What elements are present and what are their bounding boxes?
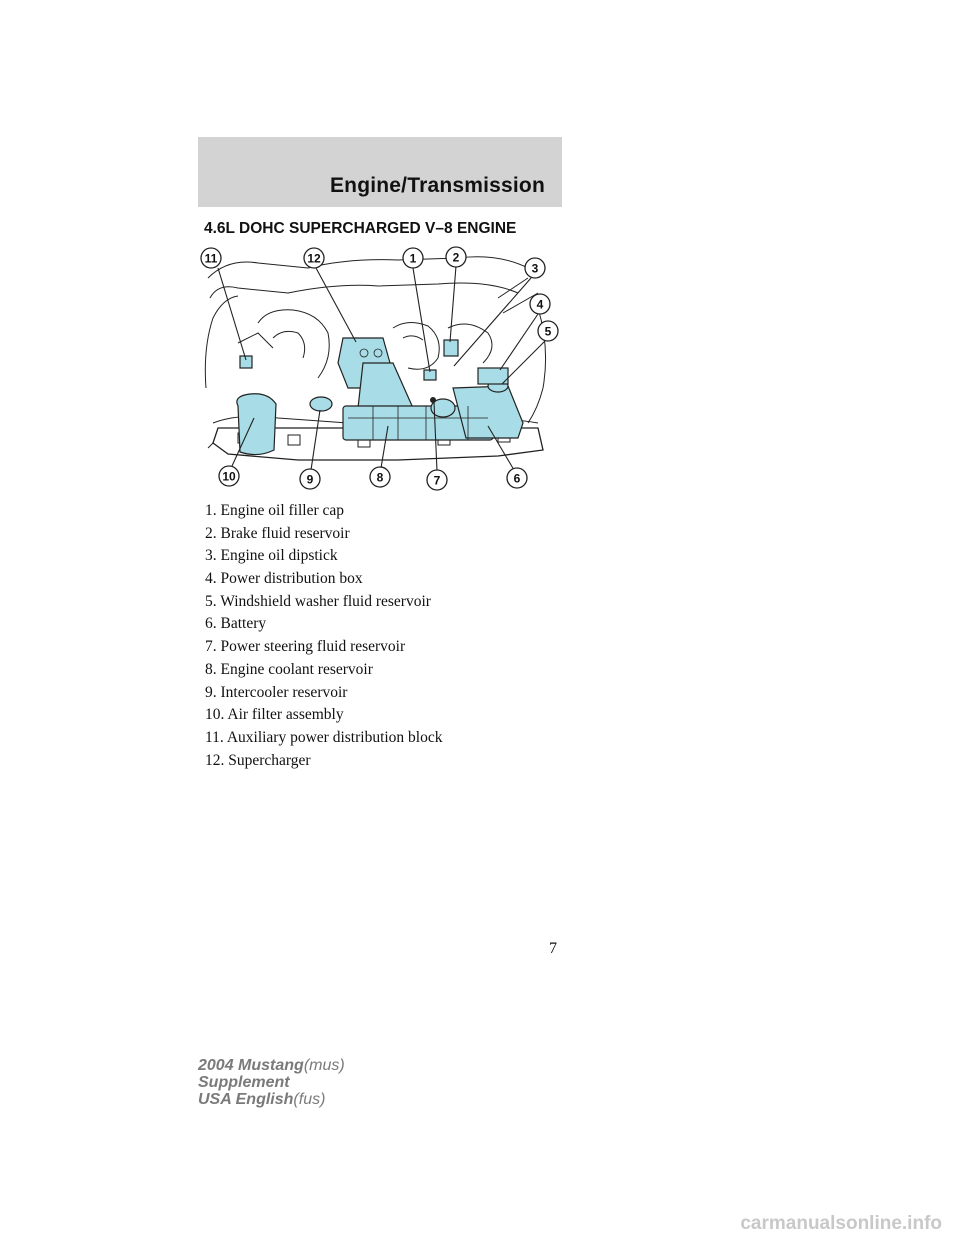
oil-dipstick-handle (430, 397, 436, 403)
callout-8 (370, 467, 390, 487)
footer (198, 1057, 345, 1108)
parts-list (205, 500, 443, 772)
footer-supplement: Supplement (198, 1074, 290, 1091)
list-item: 2. Brake fluid reservoir (205, 524, 350, 542)
intercooler-reservoir-shape (310, 397, 332, 411)
svg-text:8: 8 (376, 470, 384, 485)
air-filter-shape (237, 394, 276, 455)
svg-text:12: 12 (307, 251, 321, 266)
callout-4 (530, 294, 550, 314)
list-item: 6. Battery (205, 615, 267, 633)
footer-language: USA English (198, 1091, 294, 1108)
callout-10 (219, 466, 239, 486)
page-title: Engine/Transmission (329, 174, 545, 197)
list-item: 4. Power distribution box (205, 570, 363, 588)
list-item: 11. Auxiliary power distribution block (205, 728, 443, 746)
svg-text:11: 11 (204, 251, 218, 266)
aux-power-block-shape (240, 356, 252, 368)
callout-9 (300, 469, 320, 489)
footer-model-code: (mus) (303, 1057, 345, 1074)
battery-shape (453, 386, 523, 438)
footer-model: 2004 Mustang (198, 1057, 304, 1074)
svg-text:1: 1 (409, 251, 417, 266)
engine-diagram (198, 238, 562, 496)
callout-11 (201, 248, 221, 268)
brake-fluid-reservoir-shape (444, 340, 458, 356)
callout-1 (403, 248, 423, 268)
callout-12 (304, 248, 324, 268)
list-item: 1. Engine oil filler cap (205, 502, 345, 519)
power-distribution-box-shape (478, 368, 508, 384)
svg-text:6: 6 (513, 471, 521, 486)
svg-text:7: 7 (433, 473, 441, 488)
list-item: 8. Engine coolant reservoir (205, 660, 373, 678)
svg-text:2: 2 (452, 250, 460, 265)
footer-language-code: (fus) (293, 1091, 326, 1108)
callout-6 (507, 468, 527, 488)
list-item: 3. Engine oil dipstick (205, 547, 338, 565)
callout-3 (525, 258, 545, 278)
callout-2 (446, 247, 466, 267)
list-item: 9. Intercooler reservoir (205, 683, 348, 701)
svg-text:10: 10 (222, 469, 236, 484)
svg-text:4: 4 (536, 297, 544, 312)
section-heading: 4.6L DOHC SUPERCHARGED V–8 ENGINE (204, 220, 517, 237)
svg-text:5: 5 (544, 324, 552, 339)
svg-text:3: 3 (531, 261, 539, 276)
list-item: 12. Supercharger (205, 751, 311, 769)
svg-text:9: 9 (306, 472, 314, 487)
watermark: carmanualsonline.info (740, 1213, 942, 1234)
list-item: 7. Power steering fluid reservoir (205, 638, 406, 656)
page-number: 7 (549, 940, 557, 957)
callout-5 (538, 321, 558, 341)
list-item: 5. Windshield washer fluid reservoir (205, 592, 431, 610)
list-item: 10. Air filter assembly (205, 706, 344, 724)
callout-7 (427, 470, 447, 490)
